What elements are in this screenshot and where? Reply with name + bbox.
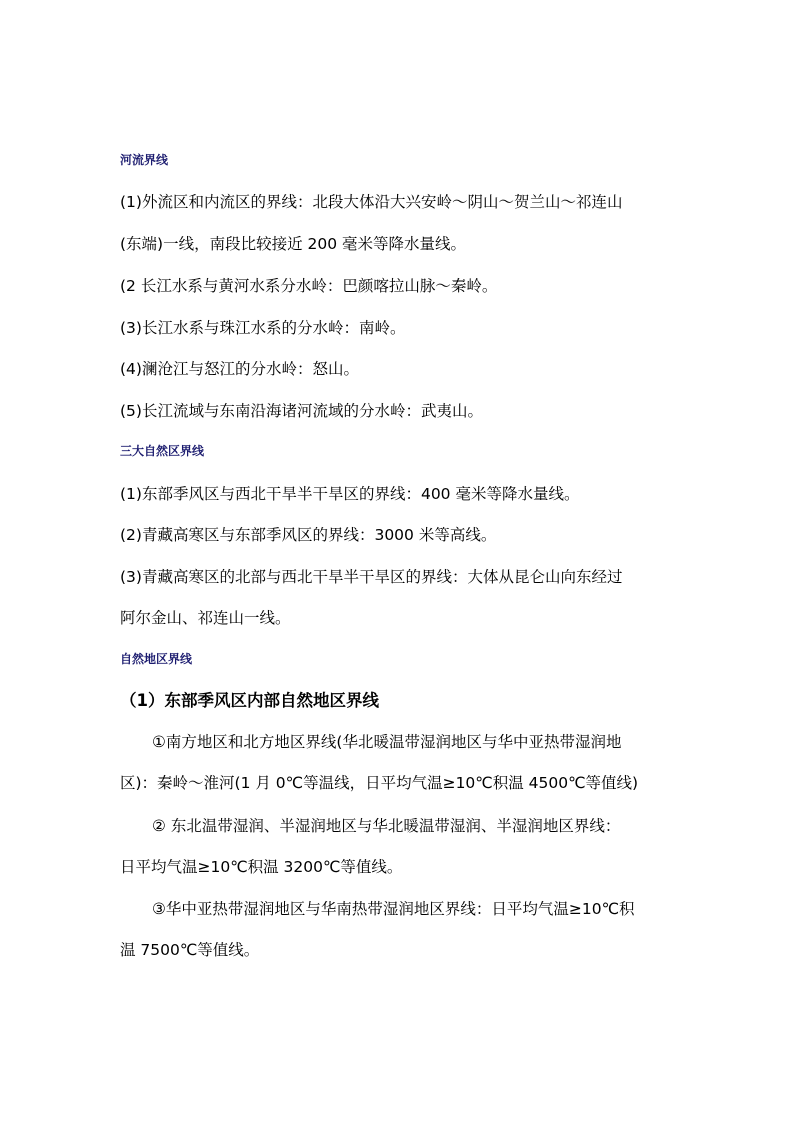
natural-areas-line-1: ①南方地区和北方地区界线(华北暖温带湿润地区与华中亚热带湿润地 xyxy=(152,733,622,751)
rivers-line-4: (3)长江水系与珠江水系的分水岭：南岭。 xyxy=(120,319,406,337)
natural-areas-line-5: ③华中亚热带湿润地区与华南热带湿润地区界线：日平均气温≥10℃积 xyxy=(152,900,635,918)
rivers-line-6: (5)长江流域与东南沿海诸河流域的分水岭：武夷山。 xyxy=(120,402,483,420)
natural-areas-line-2: 区)：秦岭～淮河(1 月 0℃等温线，日平均气温≥10℃积温 4500℃等值线) xyxy=(120,774,639,792)
rivers-heading: 河流界线 xyxy=(120,153,169,167)
natural-areas-subheading: （1）东部季风区内部自然地区界线 xyxy=(120,691,379,710)
rivers-line-5: (4)澜沧江与怒江的分水岭：怒山。 xyxy=(120,360,359,378)
natural-regions-line-3: (3)青藏高寒区的北部与西北干旱半干旱区的界线：大体从昆仑山向东经过 xyxy=(120,568,623,586)
natural-regions-line-2: (2)青藏高寒区与东部季风区的界线：3000 米等高线。 xyxy=(120,526,497,544)
natural-areas-line-4: 日平均气温≥10℃积温 3200℃等值线。 xyxy=(120,858,403,876)
natural-regions-heading: 三大自然区界线 xyxy=(120,444,205,458)
natural-regions-line-1: (1)东部季风区与西北干旱半干旱区的界线：400 毫米等降水量线。 xyxy=(120,485,580,503)
natural-areas-heading: 自然地区界线 xyxy=(120,652,193,666)
natural-areas-line-3: ② 东北温带湿润、半湿润地区与华北暖温带湿润、半湿润地区界线： xyxy=(152,817,621,835)
rivers-line-2: (东端)一线，南段比较接近 200 毫米等降水量线。 xyxy=(120,235,467,253)
rivers-line-1: (1)外流区和内流区的界线：北段大体沿大兴安岭～阴山～贺兰山～祁连山 xyxy=(120,193,623,211)
natural-regions-line-4: 阿尔金山、祁连山一线。 xyxy=(120,609,291,627)
rivers-line-3: (2 长江水系与黄河水系分水岭：巴颜喀拉山脉～秦岭。 xyxy=(120,277,498,295)
natural-areas-line-6: 温 7500℃等值线。 xyxy=(120,941,260,959)
